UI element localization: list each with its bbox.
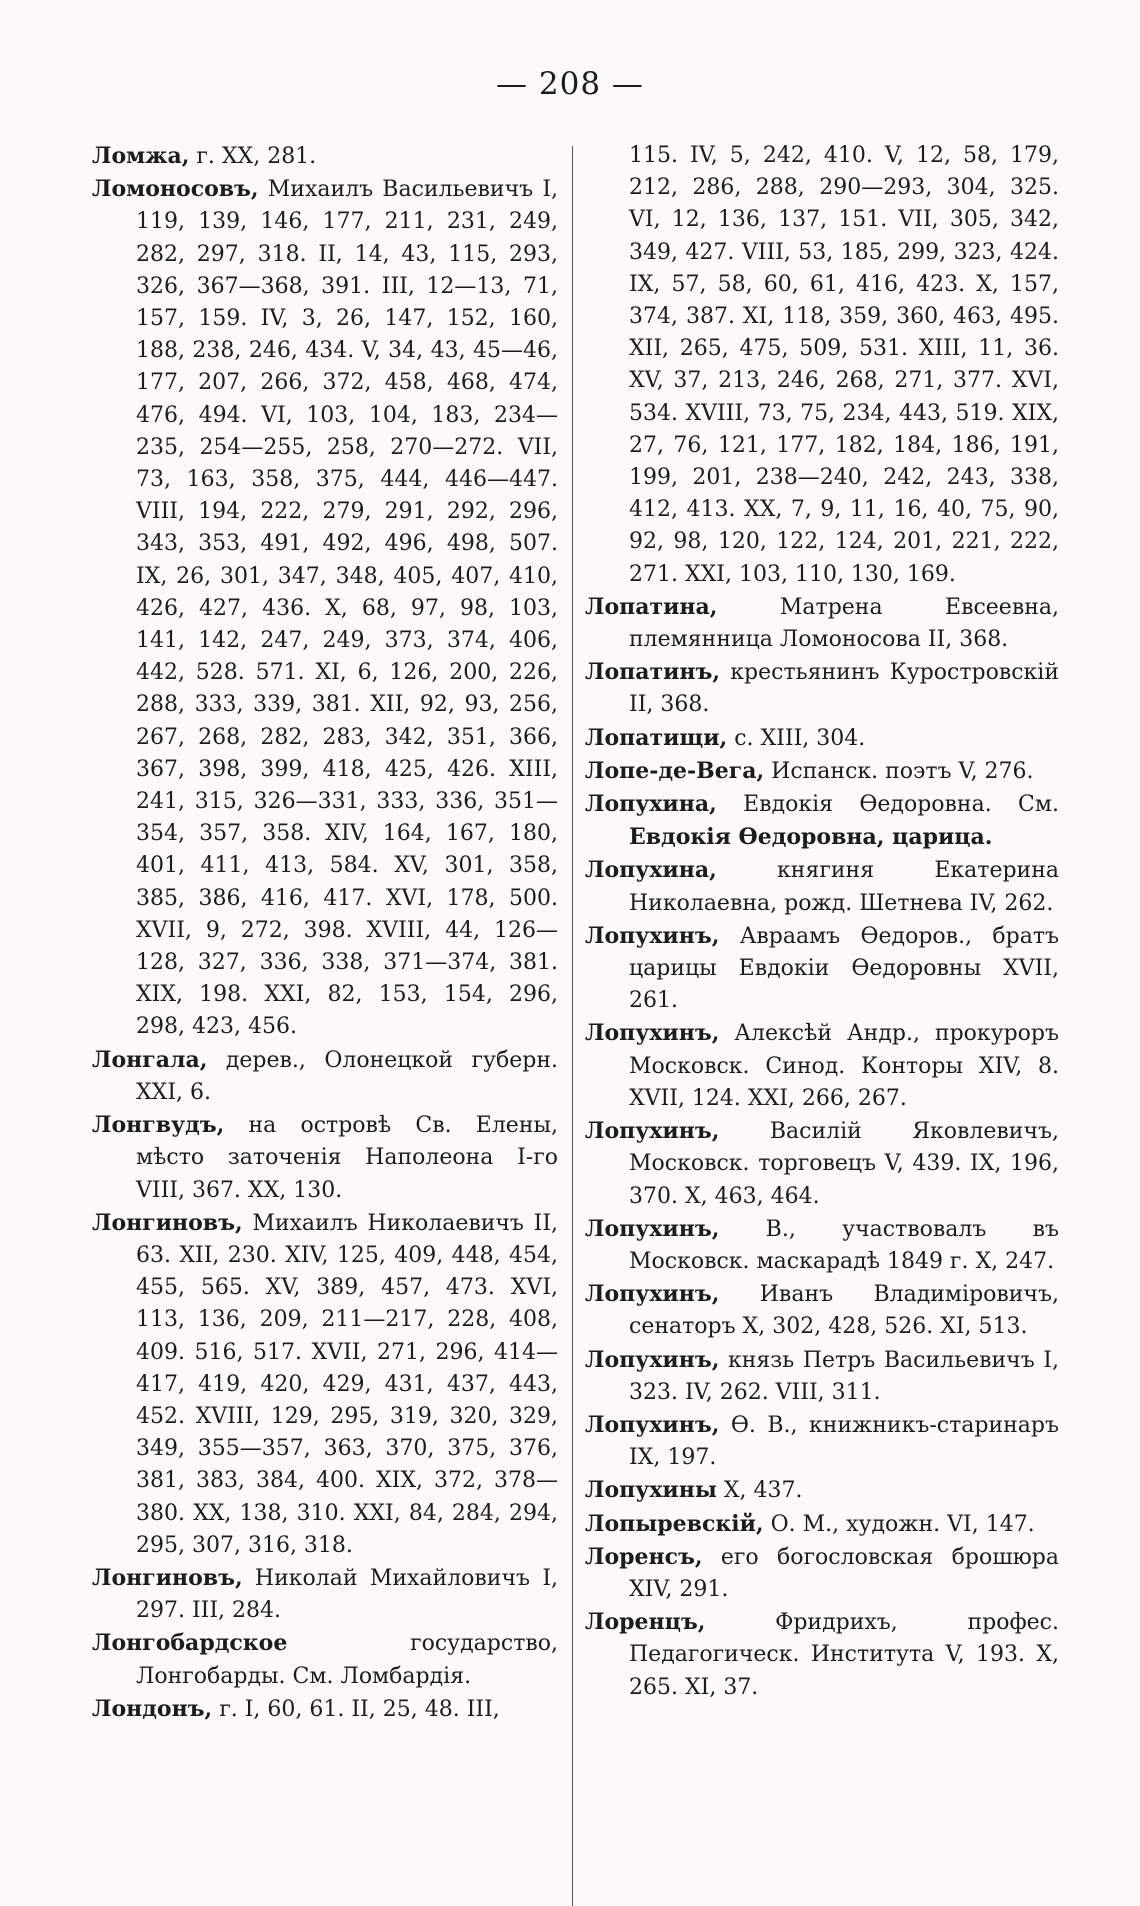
entry-text: с. XIII, 304. xyxy=(727,725,866,751)
entry-text: государство, Лонгобарды. См. Ломбардія. xyxy=(136,1631,558,1689)
entry-text: Авраамъ Ѳедоров., братъ царицы Евдокіи Ѳедоровны XVII, 261. xyxy=(629,923,1059,1014)
index-entry xyxy=(585,920,1059,1018)
entry-headword: Лоренсъ, xyxy=(585,1543,703,1570)
index-entry xyxy=(585,1508,1059,1541)
entry-headword: Лопухинъ, xyxy=(585,1281,720,1308)
index-entry xyxy=(585,1278,1059,1343)
index-entry xyxy=(92,140,558,173)
index-entry xyxy=(585,656,1059,721)
index-entry xyxy=(585,1409,1059,1474)
entry-text: Николай Михайловичъ I, 297. III, 284. xyxy=(136,1565,558,1624)
entry-continuation: 115. IV, 5, 242, 410. V, 12, 58, 179, 212, 286, 288, 290—293, 304, 325. VI, 12, 136, 137, 151. VII, 305, 342, 349, 427. VIII, 53, 185, 299, 323, 424. IX, 57, 58, 60, 61, 416, 423. X, 157, 374, 387. XI, 118, 359, 360, 463, 495. XII, 265, 475, 509, 531. XIII, 11, 36. XV, 37, 213, 246, 268, 271, 377. XVI, 534. XVIII, 73, 75, 234, 443, 519. XIX, 27, 76, 121, 177, 182, 184, 186, 191, 199, 201, 238—240, 242, 243, 338, 412, 413. XX, 7, 9, 11, 16, 40, 75, 90, 92, 98, 120, 122, 124, 201, 221, 222, 271. XXI, 103, 110, 130, 169. xyxy=(629,143,1059,587)
index-entry xyxy=(585,788,1059,854)
index-entry xyxy=(585,591,1059,656)
entry-headword: Лопатищи, xyxy=(585,724,728,751)
entry-headword: Лонгиновъ, xyxy=(92,1209,243,1236)
index-entry xyxy=(585,1017,1059,1115)
index-entry xyxy=(585,1541,1059,1606)
cross-reference-tail: царица. xyxy=(884,824,993,851)
entry-headword: Лопухинъ, xyxy=(585,1346,720,1373)
entry-text: его богословская брошюра XIV, 291. xyxy=(629,1544,1059,1602)
entry-headword: Лонгобардское xyxy=(92,1630,288,1657)
entry-text: Алексѣй Андр., прокуроръ Московск. Синод. Конторы XIV, 8. XVII, 124. XXI, 266, 267. xyxy=(629,1021,1059,1111)
index-entry xyxy=(585,755,1059,788)
index-entry xyxy=(92,1207,558,1562)
entry-headword: Лопухинъ, xyxy=(585,922,720,949)
entry-text: крестьянинъ Куростровскій II, 368. xyxy=(629,660,1059,718)
column-divider xyxy=(572,146,573,1906)
index-entry xyxy=(585,1474,1059,1507)
index-entry xyxy=(92,1109,558,1207)
entry-text: Иванъ Владиміровичъ, сенаторъ X, 302, 428, 526. XI, 513. xyxy=(629,1282,1059,1340)
entry-text: князь Петръ Васильевичъ I, 323. IV, 262. VIII, 311. xyxy=(629,1347,1059,1405)
left-column xyxy=(92,140,558,1726)
entry-headword: Ломоносовъ, xyxy=(92,176,259,203)
entry-text: В., участвовалъ въ Московск. маскарадѣ 1849 г. X, 247. xyxy=(629,1216,1059,1274)
entry-text: Евдокія Ѳедоровна. См. xyxy=(716,792,1059,818)
entry-headword: Лопухинъ, xyxy=(585,1215,720,1242)
entry-headword: Лоренцъ, xyxy=(585,1609,706,1636)
entry-text: Испанск. поэтъ V, 276. xyxy=(764,758,1034,784)
entry-headword: Лондонъ, xyxy=(92,1695,213,1722)
entry-headword: Лопухинъ, xyxy=(585,1411,720,1438)
index-entry xyxy=(585,722,1059,755)
entry-text: дерев., Олонецкой губерн. XXI, 6. xyxy=(136,1047,558,1105)
index-entry xyxy=(92,1693,558,1726)
index-entry xyxy=(585,1213,1059,1278)
index-entry xyxy=(92,1044,558,1109)
page-number: — 208 — xyxy=(496,66,644,102)
entry-text: Михаилъ Васильевичъ I, 119, 139, 146, 177, 211, 231, 249, 282, 297, 318. II, 14, 43, 115, 293, 326, 367—368, 391. III, 12—13, 71, 157, 159. IV, 3, 26, 147, 152, 160, 188, 238, 246, 434. V, 34, 43, 45—46, 177, 207, 266, 372, 458, 468, 474, 476, 494. VI, 103, 104, 183, 234—235, 254—255, 258, 270—272. VII, 73, 163, 358, 375, 444, 446—447. VIII, 194, 222, 279, 291, 292, 296, 343, 353, 491, 492, 496, 498, 507. IX, 26, 301, 347, 348, 405, 407, 410, 426, 427, 436. X, 68, 97, 98, 103, 141, 142, 247, 249, 373, 374, 406, 442, 528. 571. XI, 6, 126, 200, 226, 288, 333, 339, 381. XII, 92, 93, 256, 267, 268, 282, 283, 342, 351, 366, 367, 398, 399, 418, 425, 426. XIII, 241, 315, 326—331, 333, 336, 351—354, 357, 358. XIV, 164, 167, 180, 401, 411, 413, 584. XV, 301, 358, 385, 386, 416, 417. XVI, 178, 500. XVII, 9, 272, 398. XVIII, 44, 126—128, 327, 336, 338, 371—374, 381. XIX, 198. XXI, 82, 153, 154, 296, 298, 423, 456. xyxy=(136,177,558,1040)
entry-headword: Лопухины xyxy=(585,1477,717,1504)
index-entry xyxy=(585,1606,1059,1704)
index-entry xyxy=(585,1115,1059,1213)
entry-headword: Лопыревскій, xyxy=(585,1510,764,1537)
entry-headword: Лопухинъ, xyxy=(585,1118,720,1145)
entry-text: О. М., художн. VI, 147. xyxy=(763,1511,1035,1537)
right-column xyxy=(585,140,1059,1704)
entry-headword: Лонгиновъ, xyxy=(92,1564,243,1591)
entry-text: X, 437. xyxy=(716,1478,803,1504)
index-entry xyxy=(585,854,1059,919)
entry-headword: Лонгвудъ, xyxy=(92,1112,225,1139)
entry-headword: Ломжа, xyxy=(92,143,190,169)
entry-text: на островѣ Св. Елены, мѣсто заточенія Наполеона I-го VIII, 367. XX, 130. xyxy=(136,1113,558,1203)
entry-text: княгиня Екатерина Николаевна, рожд. Шетнева IV, 262. xyxy=(629,858,1059,916)
entry-headword: Лопухина, xyxy=(585,857,717,884)
index-entry xyxy=(92,1627,558,1692)
entry-text: Фридрихъ, профес. Педагогическ. Института V, 193. X, 265. XI, 37. xyxy=(629,1610,1059,1700)
entry-text: Ѳ. В., книжникъ-старинаръ IX, 197. xyxy=(629,1412,1059,1471)
entry-headword: Лопе-де-Вега, xyxy=(585,757,765,784)
entry-headword: Лопатинъ, xyxy=(585,659,721,686)
entry-headword: Лопухинъ, xyxy=(585,1020,720,1047)
index-entry xyxy=(585,1344,1059,1409)
entry-headword: Лопухина, xyxy=(585,791,717,818)
entry-text: г. I, 60, 61. II, 25, 48. III, xyxy=(212,1696,500,1722)
entry-text: Михаилъ Николаевичъ II, 63. XII, 230. XIV, 125, 409, 448, 454, 455, 565. XV, 389, 457, 473. XVI, 113, 136, 209, 211—217, 228, 408, 409. 516, 517. XVII, 271, 296, 414—417, 419, 420, 429, 431, 437, 443, 452. XVIII, 129, 295, 319, 320, 329, 349, 355—357, 363, 370, 375, 376, 381, 383, 384, 400. XIX, 372, 378—380. XX, 138, 310. XXI, 84, 284, 294, 295, 307, 316, 318. xyxy=(136,1210,558,1558)
entry-headword: Лопатина, xyxy=(585,593,718,620)
entry-text: г. XX, 281. xyxy=(189,144,317,169)
entry-text: Матрена Евсеевна, племянница Ломоносова II, 368. xyxy=(629,594,1059,653)
entry-text: Василій Яковлевичъ, Московск. торговецъ V, 439. IX, 196, 370. X, 463, 464. xyxy=(629,1119,1059,1209)
entry-headword: Лонгала, xyxy=(92,1046,208,1073)
cross-reference: Евдокія Ѳедоровна, xyxy=(629,824,885,851)
index-entry xyxy=(92,1562,558,1627)
index-entry xyxy=(92,173,558,1043)
